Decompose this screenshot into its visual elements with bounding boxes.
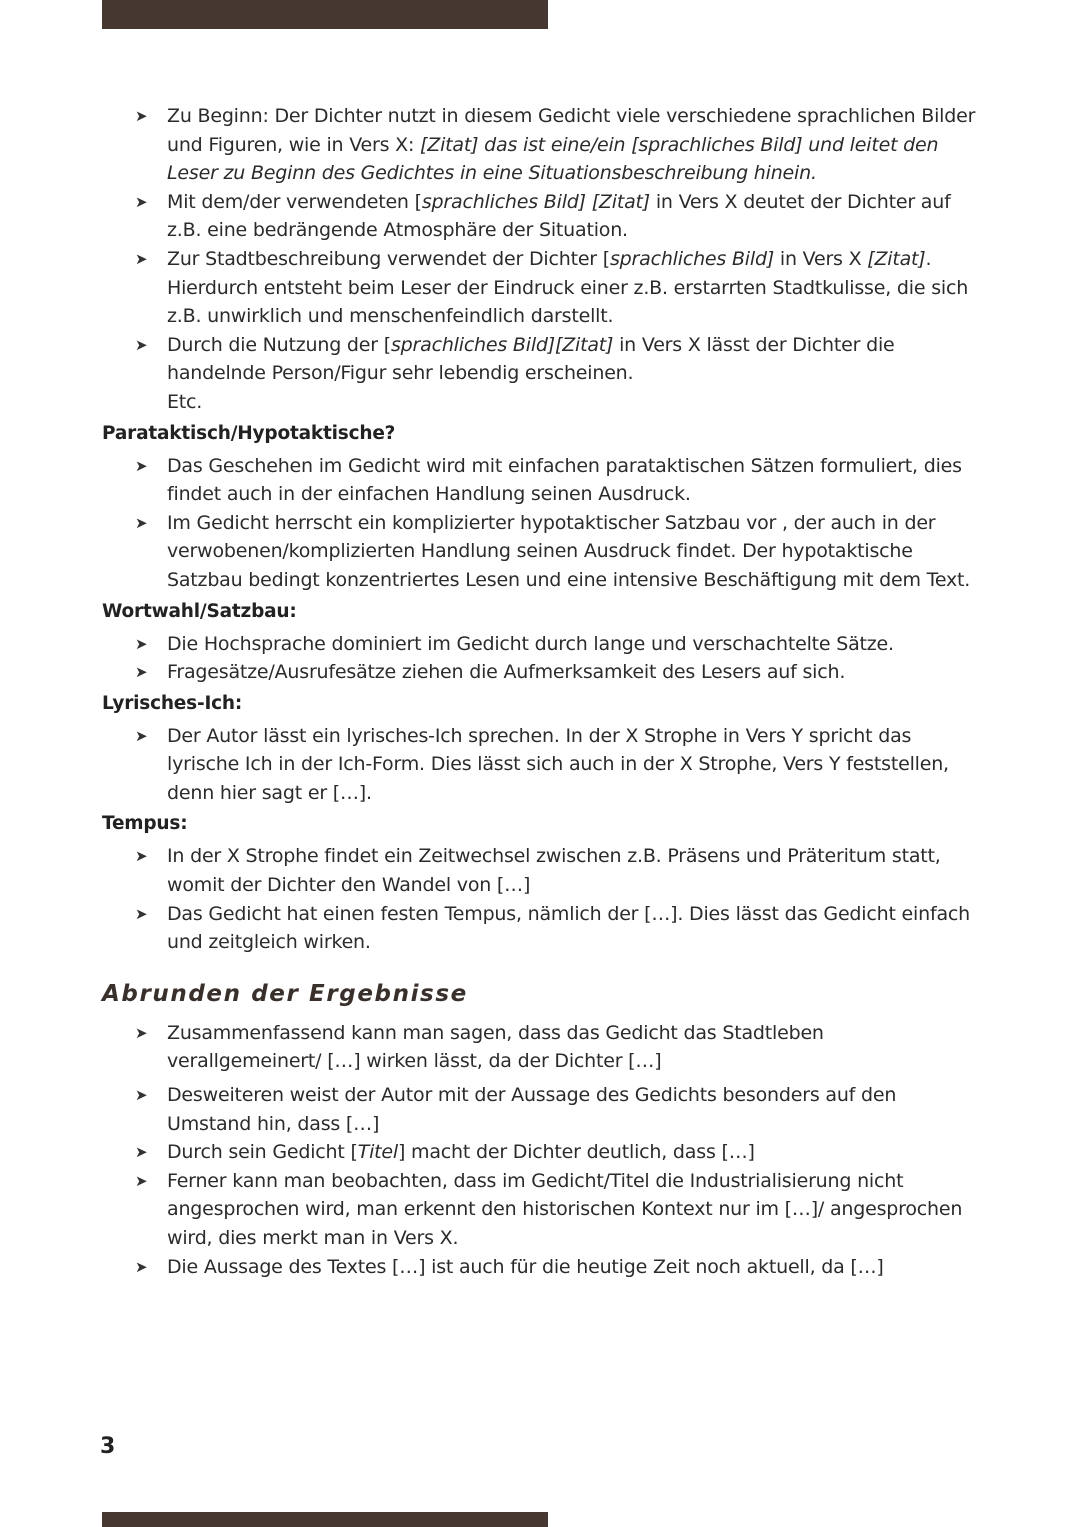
section-heading-parataktisch: Parataktisch/Hypotaktische? [102, 422, 396, 444]
list-item: ➤ Desweiteren weist der Autor mit der Aussage des Gedichts besonders auf den Umstand hin, dass […] [102, 1081, 982, 1138]
wortwahl-list [102, 630, 982, 687]
list-item: ➤ Das Gedicht hat einen festen Tempus, nämlich der […]. Dies lässt das Gedicht einfach und zeitgleich wirken. [102, 900, 982, 957]
list-item: ➤ Die Hochsprache dominiert im Gedicht durch lange und verschachtelte Sätze. [102, 630, 982, 659]
page-number: 3 [100, 1434, 116, 1459]
list-item: ➤ Durch sein Gedicht [Titel] macht der Dichter deutlich, dass […] [102, 1138, 982, 1167]
section-heading-abrunden: Abrunden der Ergebnisse [102, 980, 468, 1007]
etc-text: Etc. [167, 390, 203, 413]
list-item: ➤ Fragesätze/Ausrufesätze ziehen die Aufmerksamkeit des Lesers auf sich. [102, 658, 982, 687]
list-item: ➤ Im Gedicht herrscht ein komplizierter hypotaktischer Satzbau vor , der auch in der verwobenen/komplizierten Handlung seinen Ausdruck findet. Der hypotaktische Satzbau bedingt konzentriertes Lesen und eine intensive Beschäftigung mit dem Text. [102, 509, 982, 595]
parataktisch-list [102, 452, 982, 595]
list-item: ➤ Zur Stadtbeschreibung verwendet der Dichter [sprachliches Bild] in Vers X [Zitat]. Hierdurch entsteht beim Leser der Eindruck einer z.B. erstarrten Stadtkulisse, die sich z.B. unwirklich und menschenfeindlich darstellt. [102, 245, 982, 331]
section-heading-tempus: Tempus: [102, 813, 188, 835]
list-item: ➤ Zu Beginn: Der Dichter nutzt in diesem Gedicht viele verschiedene sprachlichen Bilder und Figuren, wie in Vers X: [Zitat] das ist eine/ein [sprachliches Bild] und leitet den Leser zu Beginn des Gedichtes in eine Situationsbeschreibung hinein. [102, 102, 982, 188]
list-item: ➤ Zusammenfassend kann man sagen, dass das Gedicht das Stadtleben verallgemeinert/ […] wirken lässt, da der Dichter […] [102, 1019, 982, 1076]
lyrisches-ich-list [102, 722, 982, 808]
abrunden-list [102, 1019, 982, 1281]
list-item: ➤ In der X Strophe findet ein Zeitwechsel zwischen z.B. Präsens und Präteritum statt, womit der Dichter den Wandel von […] [102, 842, 982, 899]
list-item: ➤ Mit dem/der verwendeten [sprachliches Bild] [Zitat] in Vers X deutet der Dichter auf z.B. eine bedrängende Atmosphäre der Situation. [102, 188, 982, 245]
page-content [102, 102, 982, 1281]
list-item: ➤ Das Geschehen im Gedicht wird mit einfachen parataktischen Sätzen formuliert, dies findet auch in der einfachen Handlung seinen Ausdruck. [102, 452, 982, 509]
tempus-list [102, 842, 982, 956]
footer-bar [102, 1512, 548, 1527]
list-item: ➤ Durch die Nutzung der [sprachliches Bild][Zitat] in Vers X lässt der Dichter die handelnde Person/Figur sehr lebendig erscheinen. [102, 331, 982, 388]
list-item: ➤ Die Aussage des Textes […] ist auch für die heutige Zeit noch aktuell, da […] [102, 1253, 982, 1282]
section-heading-wortwahl: Wortwahl/Satzbau: [102, 600, 297, 622]
list-item: ➤ Der Autor lässt ein lyrisches-Ich sprechen. In der X Strophe in Vers Y spricht das lyrische Ich in der Ich-Form. Dies lässt sich auch in der X Strophe, Vers Y feststellen, denn hier sagt er […]. [102, 722, 982, 808]
sprachliche-bilder-list [102, 102, 982, 417]
header-bar [102, 0, 548, 29]
list-item: ➤ Ferner kann man beobachten, dass im Gedicht/Titel die Industrialisierung nicht angesprochen wird, man erkennt den historischen Kontext nur im […]/ angesprochen wird, dies merkt man in Vers X. [102, 1167, 982, 1253]
section-heading-lyrisches-ich: Lyrisches-Ich: [102, 692, 243, 714]
